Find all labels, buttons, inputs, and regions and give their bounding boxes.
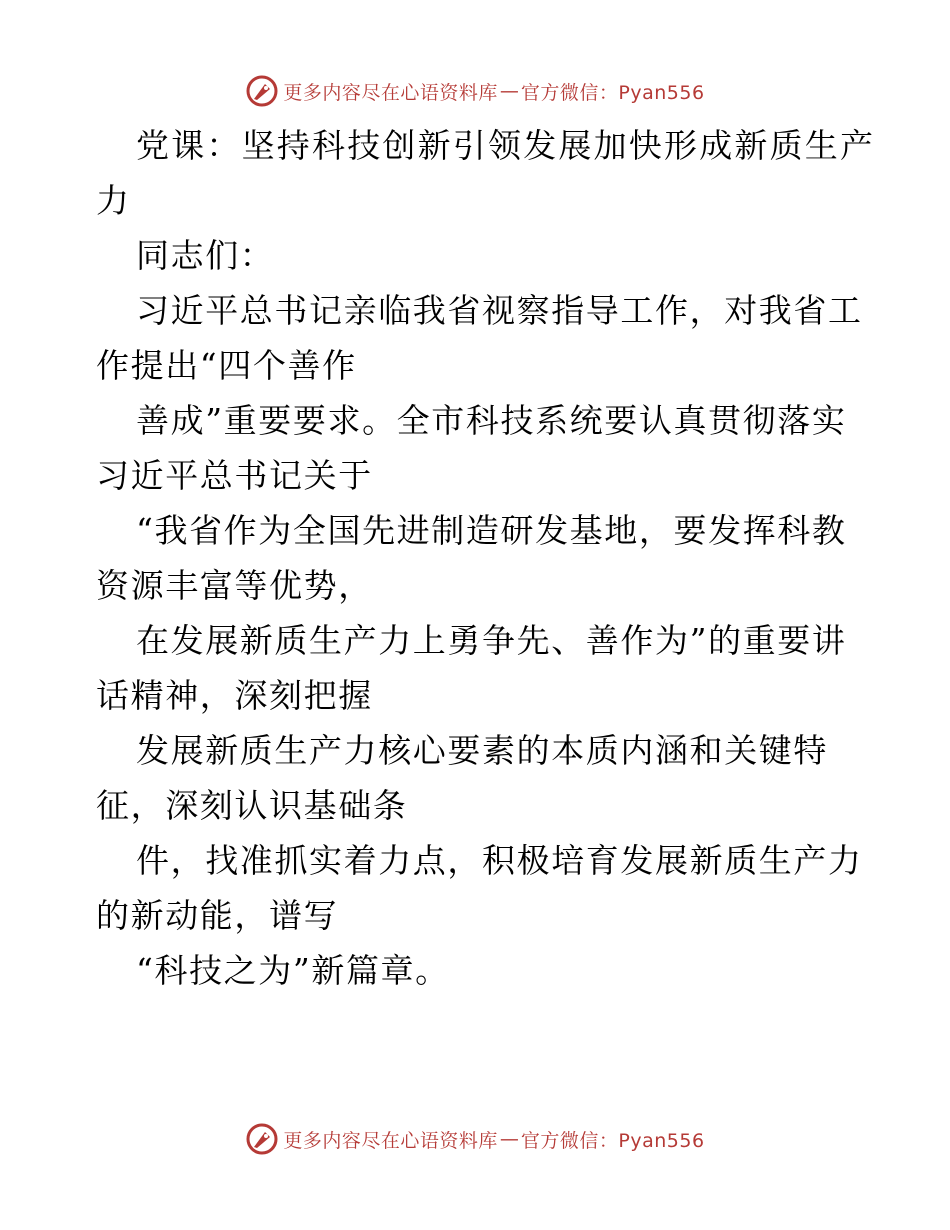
paragraph-line: 资源丰富等优势， (96, 566, 373, 605)
paragraph-line: 作提出“四个善作 (96, 346, 357, 385)
watermark-contact-text: 官方微信：Pyan556 (520, 1129, 705, 1152)
document-title-continued: 力 (96, 181, 131, 220)
paragraph-line: 件，找准抓实着力点，积极培育发展新质生产力 (136, 841, 863, 880)
pen-nib-logo-icon (245, 1122, 279, 1156)
salutation: 同志们： (136, 236, 275, 275)
paragraph-line: 发展新质生产力核心要素的本质内涵和关键特 (136, 731, 828, 770)
footer-watermark (0, 1117, 950, 1161)
pen-nib-logo-icon (245, 74, 279, 108)
document-body (96, 118, 876, 998)
watermark-site-text: 更多内容尽在心语资料库 (283, 1129, 498, 1152)
paragraph-line: 善成”重要要求。全市科技系统要认真贯彻落实 (136, 401, 847, 440)
watermark-dash: — (499, 80, 519, 102)
paragraph-line: 的新动能，谱写 (96, 896, 339, 935)
paragraph-line: 习近平总书记关于 (96, 456, 373, 495)
document-title: 党课：坚持科技创新引领发展加快形成新质生产 (136, 126, 876, 165)
paragraph-line: 征，深刻认识基础条 (96, 786, 408, 825)
watermark-dash: — (499, 1128, 519, 1150)
paragraph-line: “科技之为”新篇章。 (136, 951, 450, 990)
paragraph-line: 习近平总书记亲临我省视察指导工作，对我省工 (136, 291, 863, 330)
watermark-contact-text: 官方微信：Pyan556 (520, 81, 705, 104)
paragraph-line: 在发展新质生产力上勇争先、善作为”的重要讲 (136, 621, 847, 660)
paragraph-line: “我省作为全国先进制造研发基地，要发挥科教 (136, 511, 847, 550)
header-watermark (0, 69, 950, 113)
watermark-site-text: 更多内容尽在心语资料库 (283, 81, 498, 104)
paragraph-line: 话精神，深刻把握 (96, 676, 373, 715)
